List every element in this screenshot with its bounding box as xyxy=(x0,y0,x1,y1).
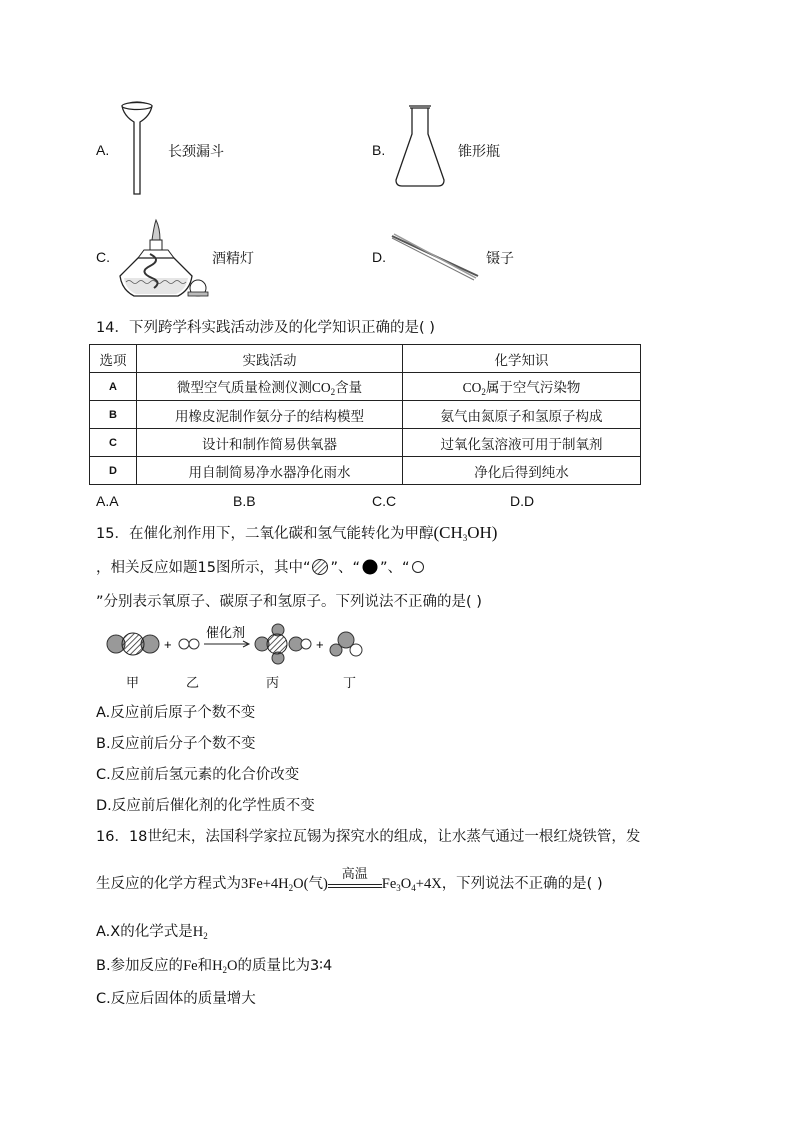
q16-option-a[interactable]: A.X的化学式是$H_2$ xyxy=(96,924,208,941)
table-row xyxy=(90,373,641,401)
table-header-row xyxy=(90,345,641,373)
flask-label: 锥形瓶 xyxy=(458,144,500,160)
q15-line1: 15．在催化剂作用下，二氧化碳和氢气能转化为甲醇$(CH_3OH)$ xyxy=(96,523,498,543)
label-jia: 甲 xyxy=(126,676,140,691)
row-key: A xyxy=(90,373,137,401)
q15-option-a[interactable]: A.反应前后原子个数不变 xyxy=(96,705,256,721)
q15-option-b[interactable]: B.反应前后分子个数不变 xyxy=(96,736,256,752)
q15-option-c[interactable]: C.反应前后氢元素的化合价改变 xyxy=(96,767,300,783)
molecule-h2o xyxy=(330,632,362,656)
q14-choice-b[interactable]: B.B xyxy=(233,493,256,509)
header-activity: 实践活动 xyxy=(137,345,403,373)
table-row xyxy=(90,457,641,485)
table-row xyxy=(90,401,641,429)
molecule-ch3oh xyxy=(255,624,311,664)
q14-choice-c[interactable]: C.C xyxy=(372,493,397,509)
long-neck-funnel-icon xyxy=(118,100,156,198)
row-key: B xyxy=(90,401,137,429)
plus-2: + xyxy=(316,637,324,652)
catalyst-label: 催化剂 xyxy=(206,626,246,641)
row-activity: 用橡皮泥制作氨分子的结构模型 xyxy=(137,401,403,429)
q15-option-d[interactable]: D.反应前后催化剂的化学性质不变 xyxy=(96,798,315,814)
carbon-atom-icon xyxy=(360,559,380,575)
row-knowledge: 净化后得到纯水 xyxy=(403,457,641,485)
header-knowledge: 化学知识 xyxy=(403,345,641,373)
row-knowledge: $CO_2$属于空气污染物 xyxy=(403,373,641,401)
row-activity: 微型空气质量检测仪测$CO_2$含量 xyxy=(137,373,403,401)
reaction-diagram xyxy=(100,622,380,668)
q15-line3: ”分别表示氧原子、碳原子和氢原子。下列说法不正确的是( ) xyxy=(96,594,482,610)
label-bing: 丙 xyxy=(266,676,280,691)
label-yi: 乙 xyxy=(186,676,200,691)
q14-choice-a[interactable]: A.A xyxy=(96,493,119,509)
oxygen-atom-icon xyxy=(310,559,330,575)
row-activity: 设计和制作简易供氧器 xyxy=(137,429,403,457)
table-row xyxy=(90,429,641,457)
option-d-letter: D. xyxy=(372,249,386,265)
q16-option-b[interactable]: B.参加反应的Fe和$H_2O$的质量比为3∶4 xyxy=(96,958,333,975)
option-a-letter: A. xyxy=(96,142,110,158)
hydrogen-atom-icon xyxy=(410,559,426,575)
row-key: D xyxy=(90,457,137,485)
q14-table xyxy=(89,344,641,485)
lamp-label: 酒精灯 xyxy=(212,251,254,267)
q16-line2: 生反应的化学方程式为$3Fe+4H_2O$(气) 高温 $Fe_3O_4+4X$，下列说法不正确的是( ) xyxy=(96,867,603,893)
q15-line2: ，相关反应如题15图所示，其中“ ”、“ ”、“ xyxy=(96,556,426,577)
q14-choice-d[interactable]: D.D xyxy=(510,493,535,509)
funnel-label: 长颈漏斗 xyxy=(168,144,224,160)
tweezers-label: 镊子 xyxy=(486,251,514,267)
q14-stem: 14．下列跨学科实践活动涉及的化学知识正确的是( ) xyxy=(96,320,435,336)
q16-line1: 16．18世纪末，法国科学家拉瓦锡为探究水的组成，让水蒸气通过一根红烧铁管，发 xyxy=(96,829,641,845)
plus-1: + xyxy=(164,637,172,652)
tweezers-icon xyxy=(390,230,482,282)
molecule-h2 xyxy=(179,639,199,649)
row-knowledge: 氨气由氮原子和氢原子构成 xyxy=(403,401,641,429)
reaction-condition: 高温 xyxy=(328,880,382,888)
alcohol-lamp-icon xyxy=(116,218,212,302)
label-ding: 丁 xyxy=(343,676,357,691)
conical-flask-icon xyxy=(392,104,448,190)
header-option: 选项 xyxy=(90,345,137,373)
q16-option-c[interactable]: C.反应后固体的质量增大 xyxy=(96,991,256,1007)
option-c-letter: C. xyxy=(96,249,110,265)
row-key: C xyxy=(90,429,137,457)
molecule-co2 xyxy=(107,633,159,655)
row-activity: 用自制简易净水器净化雨水 xyxy=(137,457,403,485)
option-b-letter: B. xyxy=(372,142,386,158)
row-knowledge: 过氧化氢溶液可用于制氧剂 xyxy=(403,429,641,457)
